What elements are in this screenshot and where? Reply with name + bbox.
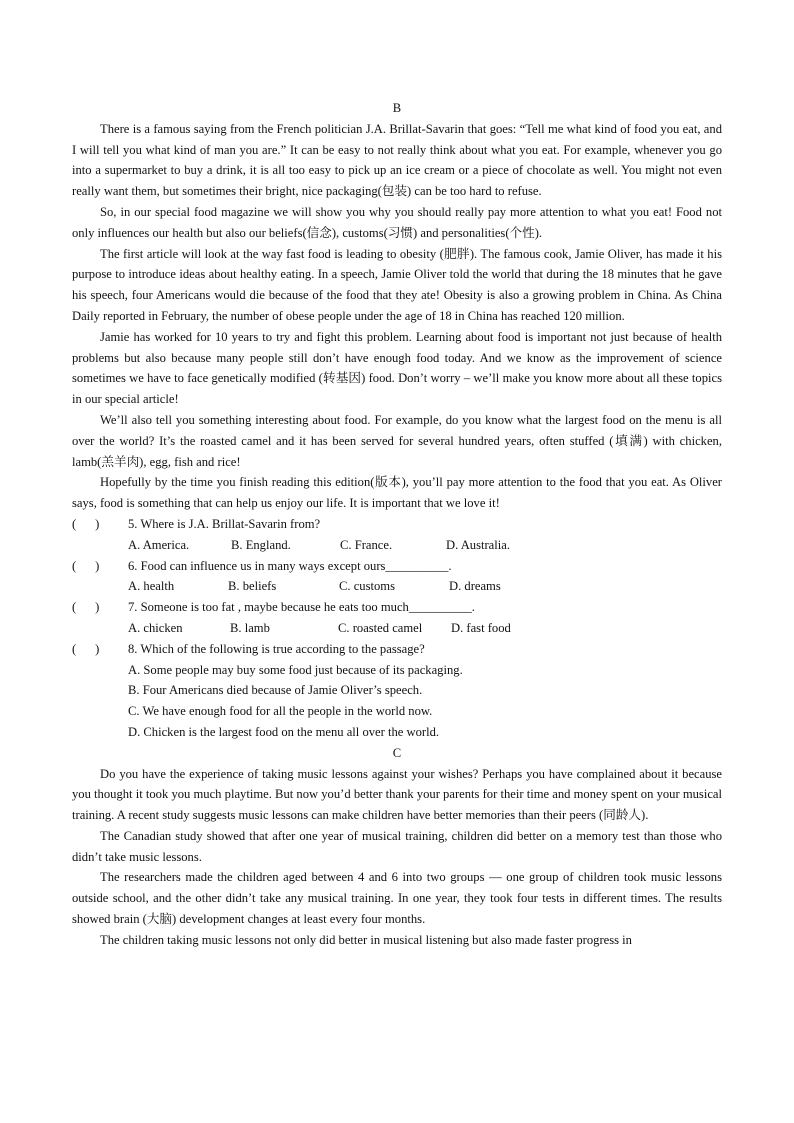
option-a: A. Some people may buy some food just because of its packaging.	[128, 662, 463, 677]
answer-bracket[interactable]: ( )	[72, 558, 100, 573]
option-d: D. Chicken is the largest food on the menu all over the world.	[128, 724, 440, 739]
worksheet-page	[72, 98, 722, 951]
option-c: C. roasted camel	[338, 620, 423, 635]
question-stem: 5. Where is J.A. Brillat-Savarin from?	[128, 516, 321, 531]
question-stem: 7. Someone is too fat , maybe because he eats too much__________.	[128, 600, 475, 615]
section-b-paragraph-2: So, in our special food magazine we will show you why you should really pay more attention to what you eat! Food not only influences our health but also our beliefs(信念), customs(习惯) and personalities(个性).	[72, 204, 722, 240]
option-b: B. beliefs	[228, 579, 277, 594]
question-stem: 8. Which of the following is true according to the passage?	[128, 641, 425, 656]
answer-bracket[interactable]: ( )	[72, 516, 100, 531]
option-b: B. lamb	[230, 620, 270, 635]
section-b-heading: B	[392, 101, 402, 115]
section-c-paragraph-3: The researchers made the children aged between 4 and 6 into two groups — one group of children took music lessons outside school, and the other didn’t take any musical training. In one year, they took four tests in different times. The results showed brain (大脑) development changes at least every four months.	[72, 870, 722, 927]
option-d: D. fast food	[451, 620, 511, 635]
question-7	[72, 597, 722, 618]
question-6	[72, 556, 722, 577]
section-c-paragraph-2: The Canadian study showed that after one year of musical training, children did better on a memory test than those who didn’t take music lessons.	[72, 828, 722, 864]
section-c-paragraph-1: Do you have the experience of taking music lessons against your wishes? Perhaps you have complained about it because you thought it took you much playtime. But now you’d better thank your parents for their time and money spent on your musical training. A recent study suggests music lessons can make children have better memories than their peers (同龄人).	[72, 766, 722, 823]
question-7-options	[72, 618, 722, 639]
option-b: B. Four Americans died because of Jamie Oliver’s speech.	[128, 683, 423, 698]
option-a: A. chicken	[128, 620, 183, 635]
option-c: C. We have enough food for all the people in the world now.	[128, 704, 433, 719]
question-8	[72, 639, 722, 660]
option-d: D. dreams	[449, 579, 501, 594]
section-b-paragraph-3: The first article will look at the way fast food is leading to obesity (肥胖). The famous cook, Jamie Oliver, has made it his purpose to introduce ideas about healthy eating. In a speech, Jamie Oliver told the world that during the 18 minutes that he gave his speech, four Americans would die because of the food that they ate! Obesity is also a growing problem in China. As China Daily reported in February, the number of obese people under the age of 18 in China has reached 120 million.	[72, 246, 722, 323]
answer-bracket[interactable]: ( )	[72, 600, 100, 615]
question-stem: 6. Food can influence us in many ways except ours__________.	[128, 558, 452, 573]
option-d: D. Australia.	[446, 537, 511, 552]
question-5	[72, 514, 722, 535]
section-b-paragraph-5: We’ll also tell you something interesting about food. For example, do you know what the largest food on the menu is all over the world? It’s the roasted camel and it has been served for several hundred years, often stuffed (填满) with chicken, lamb(羔羊肉), egg, fish and rice!	[72, 412, 722, 469]
section-b-paragraph-4: Jamie has worked for 10 years to try and fight this problem. Learning about food is important not just because of health problems but also because many people still don’t have enough food today. And we know as the improvement of science sometimes we have to face genetically modified (转基因) food. Don’t worry – we’ll make you know more about all these topics in our special article!	[72, 329, 722, 407]
section-c-heading: C	[392, 745, 402, 760]
question-6-options	[72, 576, 722, 597]
option-a: A. health	[128, 579, 175, 594]
section-b-paragraph-6: Hopefully by the time you finish reading this edition(版本), you’ll pay more attention to the food that you eat. As Oliver says, food is something that can help us enjoy our life. It is important that we love it!	[72, 475, 722, 511]
answer-bracket[interactable]: ( )	[72, 641, 100, 656]
section-b-paragraph-1: There is a famous saying from the French politician J.A. Brillat-Savarin that goes: “Tell me what kind of food you eat, and I will tell you what kind of man you are.” It can be easy to not really think about what you eat. For example, whenever you go into a supermarket to buy a drink, it is all too easy to pick up an ice cream or a piece of chocolate as well. You might not even really want them, but sometimes their bright, nice packaging(包装) can be too hard to refuse.	[72, 121, 722, 199]
option-c: C. France.	[340, 537, 393, 552]
option-c: C. customs	[339, 579, 395, 594]
option-b: B. England.	[231, 537, 291, 552]
section-c-paragraph-4: The children taking music lessons not only did better in musical listening but also made faster progress in	[100, 932, 632, 947]
question-5-options	[72, 535, 722, 556]
option-a: A. America.	[128, 537, 190, 552]
